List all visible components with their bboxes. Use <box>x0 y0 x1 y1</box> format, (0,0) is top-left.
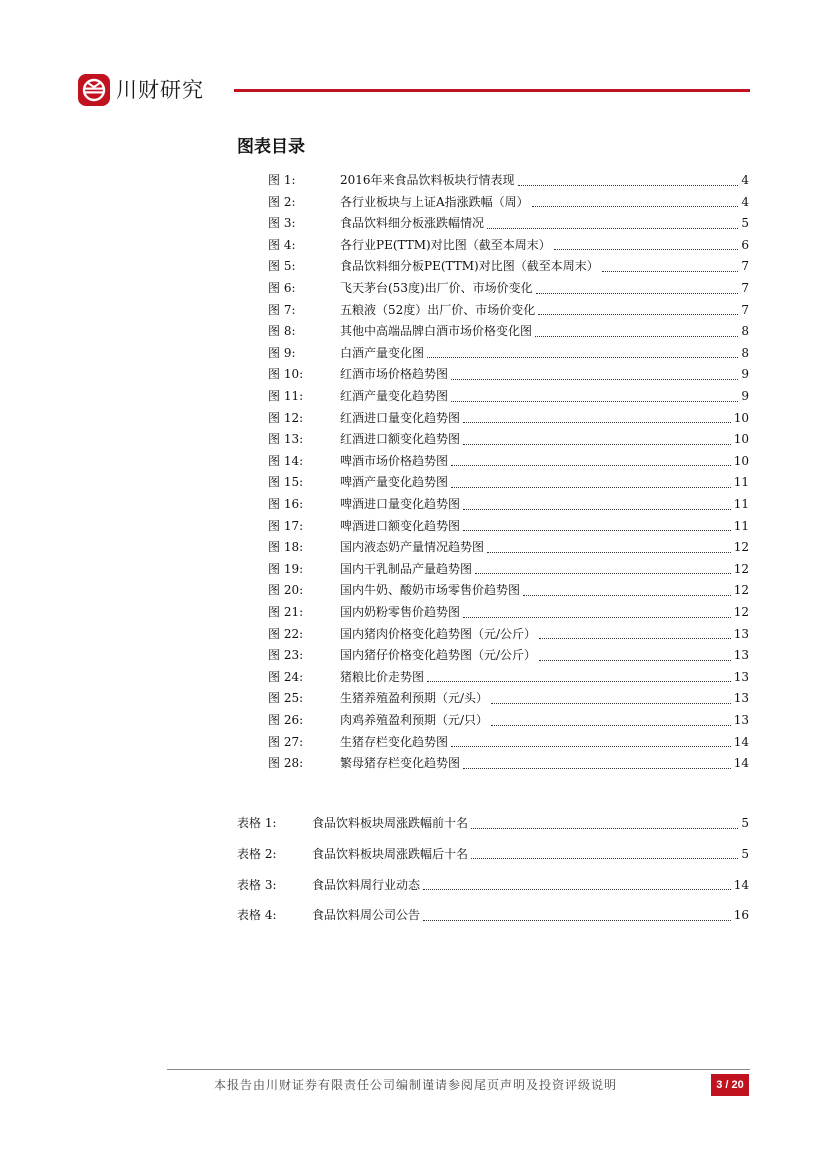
figure-page-number: 12 <box>733 583 749 598</box>
figure-entry[interactable] <box>0 667 827 687</box>
figure-page-number: 4 <box>741 173 749 187</box>
figure-entry[interactable] <box>0 235 827 255</box>
figure-title: 生猪存栏变化趋势图 <box>340 734 449 749</box>
dot-leader <box>491 703 731 704</box>
figure-entry-body <box>340 256 749 276</box>
figure-label: 图 1: <box>268 173 296 187</box>
dot-leader <box>536 293 739 294</box>
figure-entry[interactable] <box>0 494 827 514</box>
figure-title: 啤酒进口额变化趋势图 <box>340 518 461 533</box>
table-entry-body <box>312 875 749 895</box>
figure-entry[interactable] <box>0 408 827 428</box>
figure-entry[interactable] <box>0 472 827 492</box>
figure-label: 图 18: <box>268 540 304 555</box>
figure-label: 图 24: <box>268 669 304 684</box>
figure-label: 图 27: <box>268 734 304 749</box>
figure-title: 食品饮料细分板涨跌幅情况 <box>340 216 485 231</box>
table-label: 表格 3: <box>237 877 277 892</box>
brand-name: 川财研究 <box>116 78 204 102</box>
figure-title: 啤酒产量变化趋势图 <box>340 475 449 490</box>
table-entry[interactable] <box>0 813 827 833</box>
figure-entry[interactable] <box>0 602 827 622</box>
dot-leader <box>602 271 739 272</box>
toc-title: 图表目录 <box>237 137 305 157</box>
figure-label: 图 7: <box>268 302 296 317</box>
figure-label: 图 11: <box>268 389 304 403</box>
figure-title: 啤酒进口量变化趋势图 <box>340 497 461 511</box>
figure-entry-body <box>340 300 749 320</box>
figure-title: 红酒产量变化趋势图 <box>340 389 449 403</box>
figure-page-number: 7 <box>741 281 749 295</box>
figure-title: 飞天茅台(53度)出厂价、市场价变化 <box>340 281 533 295</box>
figure-title: 2016年来食品饮料板块行情表现 <box>340 173 515 187</box>
figure-label: 图 19: <box>268 561 304 576</box>
dot-leader <box>451 379 738 380</box>
dot-leader <box>451 487 731 488</box>
figure-entry-body <box>340 343 749 363</box>
figure-label: 图 20: <box>268 583 304 598</box>
figure-entry-body <box>340 192 749 212</box>
dot-leader <box>487 228 738 229</box>
table-title: 食品饮料周行业动态 <box>312 877 421 892</box>
figure-title: 白酒产量变化图 <box>340 345 425 360</box>
figure-label: 图 17: <box>268 518 304 533</box>
dot-leader <box>539 638 731 639</box>
dot-leader <box>423 920 731 921</box>
figure-title: 五粮液（52度）出厂价、市场价变化 <box>340 302 536 317</box>
figure-entry-body <box>340 364 749 384</box>
figure-entry-body <box>340 321 749 341</box>
dot-leader <box>523 595 731 596</box>
figure-page-number: 13 <box>733 713 749 727</box>
figure-entry-body <box>340 386 749 406</box>
table-title: 食品饮料周公司公告 <box>312 908 421 923</box>
figure-page-number: 7 <box>741 259 749 274</box>
figure-entry[interactable] <box>0 213 827 233</box>
figure-page-number: 14 <box>733 734 749 749</box>
figure-entry-body <box>340 753 749 773</box>
figure-entry-body <box>340 602 749 622</box>
dot-leader <box>539 660 731 661</box>
figure-title: 国内干乳制品产量趋势图 <box>340 561 473 576</box>
figure-entry-body <box>340 667 749 687</box>
figure-label: 图 13: <box>268 432 304 447</box>
figure-label: 图 4: <box>268 237 296 252</box>
figure-entry[interactable] <box>0 732 827 752</box>
footer-rule <box>167 1069 750 1070</box>
table-page-number: 16 <box>733 908 749 923</box>
figure-label: 图 22: <box>268 626 304 641</box>
dot-leader <box>471 828 738 829</box>
figure-page-number: 5 <box>741 216 749 231</box>
dot-leader <box>487 552 731 553</box>
figure-label: 图 21: <box>268 605 304 619</box>
dot-leader <box>451 746 731 747</box>
figure-title: 食品饮料细分板PE(TTM)对比图（截至本周末） <box>340 259 599 274</box>
figure-entry[interactable] <box>0 645 827 665</box>
figure-label: 图 15: <box>268 475 304 490</box>
page-header <box>78 74 750 108</box>
figure-page-number: 11 <box>733 518 749 533</box>
figure-label: 图 25: <box>268 691 304 706</box>
figure-title: 各行业PE(TTM)对比图（截至本周末） <box>340 237 551 252</box>
dot-leader <box>535 336 738 337</box>
figure-entry-body <box>340 213 749 233</box>
figure-entry[interactable] <box>0 429 827 449</box>
figure-label: 图 5: <box>268 259 296 274</box>
figure-title: 繁母猪存栏变化趋势图 <box>340 756 461 771</box>
figure-page-number: 13 <box>733 691 749 706</box>
figure-entry-body <box>340 710 749 730</box>
table-page-number: 5 <box>741 816 749 830</box>
figure-label: 图 9: <box>268 345 296 360</box>
table-page-number: 14 <box>733 877 749 892</box>
dot-leader <box>451 465 731 466</box>
figure-entry-body <box>340 732 749 752</box>
figure-page-number: 12 <box>733 540 749 555</box>
table-entry-body <box>312 813 749 833</box>
figure-entry[interactable] <box>0 516 827 536</box>
figure-page-number: 10 <box>733 432 749 447</box>
figure-entry[interactable] <box>0 321 827 341</box>
dot-leader <box>427 681 731 682</box>
figure-label: 图 16: <box>268 497 304 511</box>
figure-page-number: 13 <box>733 648 749 663</box>
table-entry[interactable] <box>0 905 827 925</box>
figure-label: 图 14: <box>268 453 304 468</box>
dot-leader <box>463 422 731 423</box>
figure-label: 图 28: <box>268 756 304 771</box>
table-entry[interactable] <box>0 875 827 895</box>
figure-page-number: 9 <box>741 367 749 382</box>
table-label: 表格 1: <box>237 816 277 830</box>
dot-leader <box>463 530 731 531</box>
figure-label: 图 6: <box>268 281 296 295</box>
figure-entry[interactable] <box>0 537 827 557</box>
figure-title: 红酒市场价格趋势图 <box>340 367 449 382</box>
dot-leader <box>463 617 731 618</box>
figure-entry-body <box>340 624 749 644</box>
figure-entry[interactable] <box>0 364 827 384</box>
dot-leader <box>538 314 738 315</box>
figure-label: 图 23: <box>268 648 304 663</box>
table-entry-body <box>312 905 749 925</box>
table-title: 食品饮料板块周涨跌幅前十名 <box>312 816 469 830</box>
figure-page-number: 10 <box>733 453 749 468</box>
figure-entry-body <box>340 429 749 449</box>
figure-page-number: 10 <box>733 410 749 425</box>
figure-page-number: 6 <box>741 237 749 252</box>
dot-leader <box>463 509 731 510</box>
figure-label: 图 10: <box>268 367 304 382</box>
figure-page-number: 13 <box>733 669 749 684</box>
figure-entry[interactable] <box>0 343 827 363</box>
figure-entry[interactable] <box>0 580 827 600</box>
dot-leader <box>427 357 738 358</box>
figure-entry[interactable] <box>0 170 827 190</box>
table-entry[interactable] <box>0 844 827 864</box>
figure-title: 其他中高端品牌白酒市场价格变化图 <box>340 324 533 339</box>
dot-leader <box>475 573 731 574</box>
figure-label: 图 2: <box>268 194 296 209</box>
figure-title: 国内液态奶产量情况趋势图 <box>340 540 485 555</box>
figure-entry[interactable] <box>0 192 827 212</box>
figure-title: 生猪养殖盈利预期（元/头） <box>340 691 489 706</box>
figure-title: 各行业板块与上证A指涨跌幅（周） <box>340 194 529 209</box>
figure-page-number: 8 <box>741 345 749 360</box>
figure-page-number: 8 <box>741 324 749 339</box>
figure-entry-body <box>340 494 749 514</box>
figure-entry-body <box>340 235 749 255</box>
figure-entry-body <box>340 408 749 428</box>
figure-label: 图 3: <box>268 216 296 231</box>
figure-title: 国内牛奶、酸奶市场零售价趋势图 <box>340 583 521 598</box>
figure-entry[interactable] <box>0 624 827 644</box>
figure-title: 国内猪仔价格变化趋势图（元/公斤） <box>340 648 537 663</box>
table-entry-body <box>312 844 749 864</box>
figure-page-number: 13 <box>733 626 749 641</box>
figure-entry-body <box>340 170 749 190</box>
page-number-badge: 3 / 20 <box>711 1074 749 1096</box>
figure-entry[interactable] <box>0 710 827 730</box>
figure-page-number: 12 <box>733 561 749 576</box>
figure-entry[interactable] <box>0 386 827 406</box>
figure-entry-body <box>340 278 749 298</box>
dot-leader <box>451 401 738 402</box>
figure-title: 国内奶粉零售价趋势图 <box>340 605 461 619</box>
figure-entry-body <box>340 559 749 579</box>
table-label: 表格 2: <box>237 846 277 861</box>
figure-entry[interactable] <box>0 278 827 298</box>
figure-entry-body <box>340 472 749 492</box>
figure-entry[interactable] <box>0 559 827 579</box>
figure-title: 啤酒市场价格趋势图 <box>340 453 449 468</box>
figure-title: 红酒进口量变化趋势图 <box>340 410 461 425</box>
figure-page-number: 11 <box>733 497 749 511</box>
figure-entry[interactable] <box>0 300 827 320</box>
figure-entry-body <box>340 645 749 665</box>
figure-entry[interactable] <box>0 451 827 471</box>
dot-leader <box>471 858 738 859</box>
footer-disclaimer: 本报告由川财证券有限责任公司编制谨请参阅尾页声明及投资评级说明 <box>214 1078 618 1092</box>
table-label: 表格 4: <box>237 908 277 923</box>
figure-page-number: 11 <box>733 475 749 490</box>
dot-leader <box>463 768 731 769</box>
figure-page-number: 7 <box>741 302 749 317</box>
figure-entry-body <box>340 516 749 536</box>
figure-entry[interactable] <box>0 753 827 773</box>
figure-label: 图 12: <box>268 410 304 425</box>
dot-leader <box>463 444 731 445</box>
dot-leader <box>554 249 739 250</box>
chuancai-logo-icon <box>78 74 110 106</box>
figure-entry-body <box>340 580 749 600</box>
dot-leader <box>532 206 739 207</box>
figure-entry-body <box>340 451 749 471</box>
figure-page-number: 9 <box>741 389 749 403</box>
figure-title: 猪粮比价走势图 <box>340 669 425 684</box>
figure-title: 红酒进口额变化趋势图 <box>340 432 461 447</box>
figure-entry[interactable] <box>0 256 827 276</box>
figure-entry-body <box>340 537 749 557</box>
figure-page-number: 4 <box>741 194 749 209</box>
table-title: 食品饮料板块周涨跌幅后十名 <box>312 846 469 861</box>
table-page-number: 5 <box>741 846 749 861</box>
dot-leader <box>423 889 731 890</box>
figure-title: 肉鸡养殖盈利预期（元/只） <box>340 713 489 727</box>
dot-leader <box>491 725 731 726</box>
dot-leader <box>518 185 739 186</box>
figure-title: 国内猪肉价格变化趋势图（元/公斤） <box>340 626 537 641</box>
figure-label: 图 26: <box>268 713 304 727</box>
figure-entry-body <box>340 688 749 708</box>
figure-page-number: 14 <box>733 756 749 771</box>
header-rule <box>234 89 750 92</box>
figure-page-number: 12 <box>733 605 749 619</box>
figure-label: 图 8: <box>268 324 296 339</box>
figure-entry[interactable] <box>0 688 827 708</box>
